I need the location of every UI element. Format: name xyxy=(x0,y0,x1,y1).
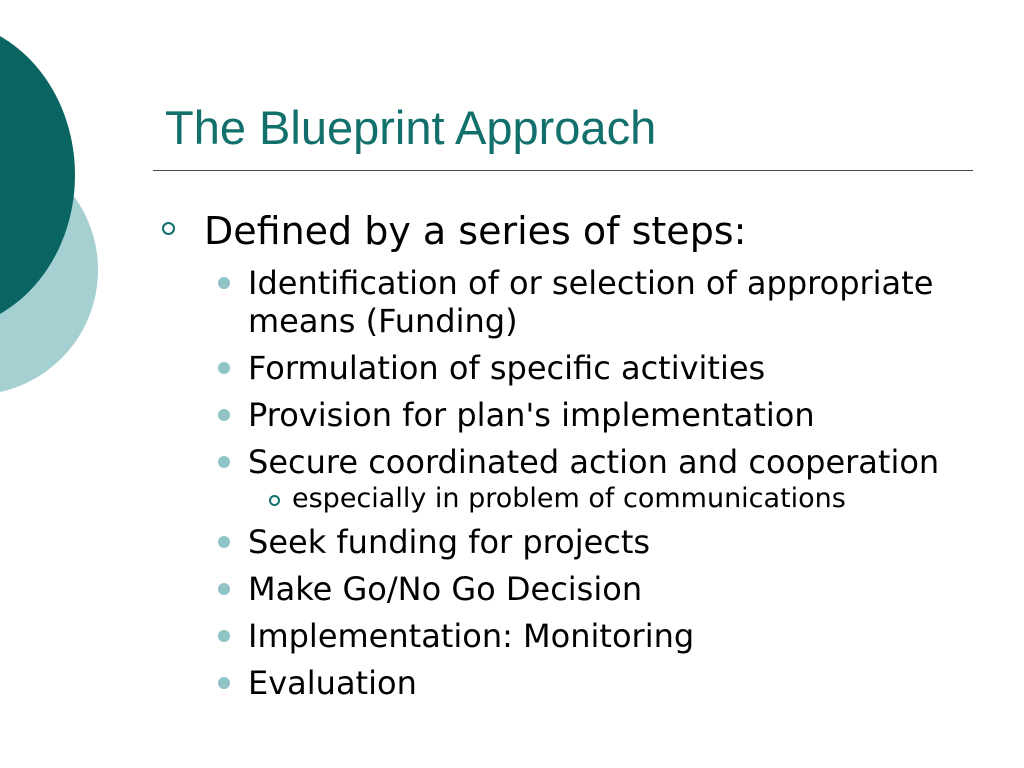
list-item xyxy=(218,570,998,608)
list-item-text: Identification of or selection of appropriate means (Funding) xyxy=(248,264,934,340)
sub-list-item-text: especially in problem of communications xyxy=(292,483,846,514)
title-divider xyxy=(153,170,973,171)
list-item-text: Evaluation xyxy=(248,664,417,702)
list-item xyxy=(218,617,998,655)
dot-bullet-icon xyxy=(218,362,230,374)
list-item xyxy=(218,396,998,434)
dot-bullet-icon xyxy=(218,630,230,642)
list-item-text: Implementation: Monitoring xyxy=(248,617,695,655)
dot-bullet-icon xyxy=(218,456,230,468)
list-item xyxy=(218,349,998,387)
dot-bullet-icon xyxy=(218,277,230,289)
dot-bullet-icon xyxy=(218,536,230,548)
list-item xyxy=(218,264,998,340)
dot-bullet-icon xyxy=(218,409,230,421)
list-item xyxy=(218,664,998,702)
dot-bullet-icon xyxy=(218,677,230,689)
list-item-text: Seek funding for projects xyxy=(248,523,651,561)
sub-list-item xyxy=(266,483,998,515)
list-item xyxy=(218,443,998,481)
list-item-text: Secure coordinated action and cooperation xyxy=(248,443,940,481)
ring-bullet-icon xyxy=(162,222,175,235)
list-item xyxy=(218,523,998,561)
step-list xyxy=(218,264,998,711)
list-item-text: Provision for plan's implementation xyxy=(248,396,815,434)
ring-bullet-icon xyxy=(269,495,280,506)
list-item-text: Make Go/No Go Decision xyxy=(248,570,643,608)
main-point-text: Defined by a series of steps: xyxy=(204,209,747,253)
slide-title: The Blueprint Approach xyxy=(165,101,657,154)
dot-bullet-icon xyxy=(218,583,230,595)
list-item-text: Formulation of specific activities xyxy=(248,349,766,387)
